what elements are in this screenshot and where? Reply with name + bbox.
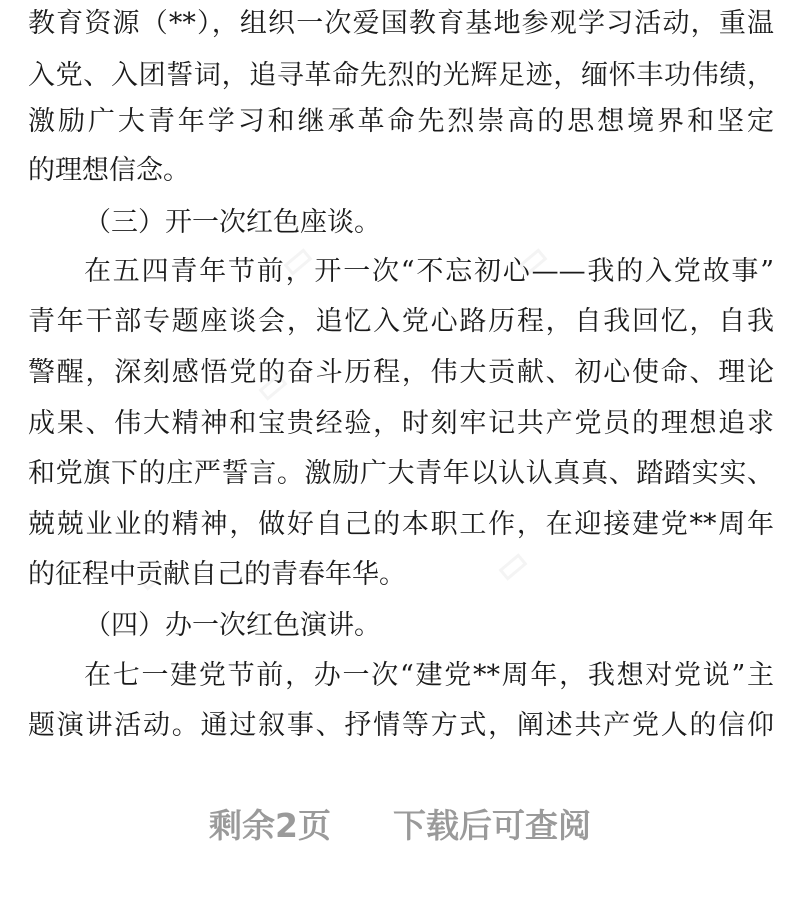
preview-limit-banner xyxy=(0,800,800,846)
paragraph-line: 成果、伟大精神和宝贵经验，时刻牢记共产党员的理想追求 xyxy=(28,408,774,439)
paragraph-line: 青年干部专题座谈会，追忆入党心路历程，自我回忆，自我 xyxy=(28,306,774,337)
paragraph-line: 兢兢业业的精神，做好自己的本职工作，在迎接建党**周年 xyxy=(28,509,774,540)
paragraph-line: 教育资源（**），组织一次爱国教育基地参观学习活动，重温 xyxy=(28,8,774,39)
paragraph-line: 在五四青年节前，开一次“不忘初心——我的入党故事” xyxy=(84,256,774,287)
download-to-view-link[interactable]: 下载后可查阅 xyxy=(392,805,591,845)
paragraph-line: 和党旗下的庄严誓言。激励广大青年以认认真真、踏踏实实、 xyxy=(28,458,774,489)
paragraph-line: 题演讲活动。通过叙事、抒情等方式，阐述共产党人的信仰 xyxy=(28,710,774,741)
section-heading-4: （四）办一次红色演讲。 xyxy=(84,610,381,641)
paragraph-line: 入党、入团誓词，追寻革命先烈的光辉足迹，缅怀丰功伟绩， xyxy=(28,60,774,91)
paragraph-line: 的理想信念。 xyxy=(28,155,190,186)
remaining-pages-label: 剩余2页 xyxy=(209,805,331,845)
paragraph-line: 在七一建党节前，办一次“建党**周年，我想对党说”主 xyxy=(84,660,774,691)
paragraph-line: 的征程中贡献自己的青春年华。 xyxy=(28,559,406,590)
section-heading-3: （三）开一次红色座谈。 xyxy=(84,207,381,238)
paragraph-line: 警醒，深刻感悟党的奋斗历程，伟大贡献、初心使命、理论 xyxy=(28,357,774,388)
paragraph-line: 激励广大青年学习和继承革命先烈崇高的思想境界和坚定 xyxy=(28,106,774,137)
